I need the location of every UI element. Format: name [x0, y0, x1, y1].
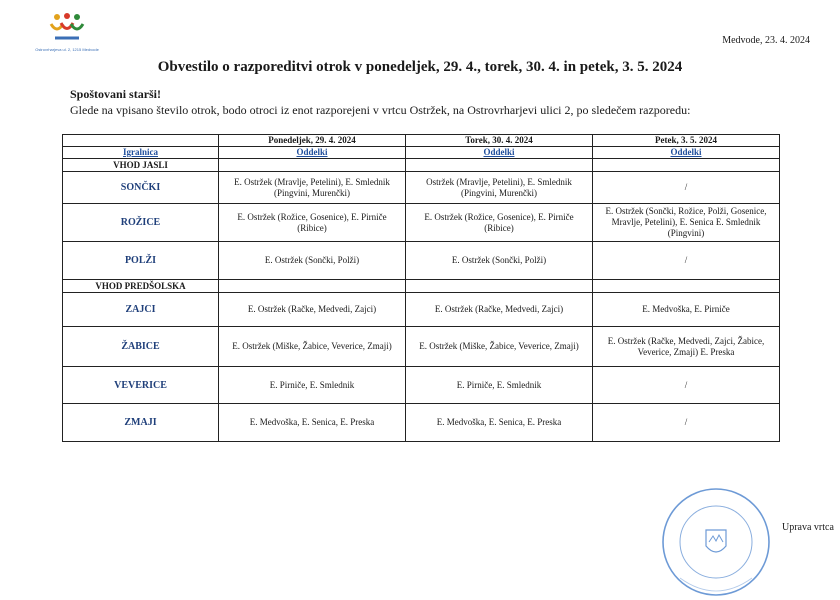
- table-row: [63, 293, 780, 327]
- table-row: [63, 327, 780, 367]
- cell-friday: /: [593, 404, 780, 442]
- group-name: ŽABICE: [63, 327, 219, 367]
- section-row-predsolska: [63, 280, 780, 293]
- header-monday: Ponedeljek, 29. 4. 2024: [219, 135, 406, 147]
- document-date: Medvode, 23. 4. 2024: [722, 35, 810, 46]
- cell-friday: E. Ostržek (Sončki, Rožice, Polži, Gosenice, Mravlje, Petelini), E. Senica E. Smlednik (Pingvini): [593, 204, 780, 242]
- cell-friday: E. Ostržek (Račke, Medvedi, Zajci, Žabice, Veverice, Zmaji) E. Preska: [593, 327, 780, 367]
- cell-monday: E. Ostržek (Miške, Žabice, Veverice, Zmaji): [219, 327, 406, 367]
- table-header-row: [63, 135, 780, 147]
- group-name: POLŽI: [63, 242, 219, 280]
- cell-friday: /: [593, 242, 780, 280]
- group-name: ZMAJI: [63, 404, 219, 442]
- cell-friday: E. Medvoška, E. Pirniče: [593, 293, 780, 327]
- cell-monday: E. Ostržek (Račke, Medvedi, Zajci): [219, 293, 406, 327]
- cell-tuesday: Ostržek (Mravlje, Petelini), E. Smlednik (Pingvini, Murenčki): [406, 172, 593, 204]
- group-name: SONČKI: [63, 172, 219, 204]
- section-row-jasli: [63, 159, 780, 172]
- header-tuesday: Torek, 30. 4. 2024: [406, 135, 593, 147]
- logo-text: Ostrovrharjeva ul. 2, 1215 Medvode: [35, 47, 99, 52]
- table-row: [63, 172, 780, 204]
- schedule-table: [62, 134, 780, 442]
- cell-tuesday: E. Ostržek (Rožice, Gosenice), E. Pirniče (Ribice): [406, 204, 593, 242]
- intro-text: Glede na vpisano število otrok, bodo otroci iz enot razporejeni v vrtcu Ostržek, na Ostrovrharjevi ulici 2, po sledečem razporedu:: [70, 103, 691, 117]
- greeting: Spoštovani starši!: [70, 87, 162, 101]
- official-stamp-icon: [660, 486, 772, 598]
- signature-label: Uprava vrtca: [782, 522, 834, 533]
- cell-tuesday: E. Medvoška, E. Senica, E. Preska: [406, 404, 593, 442]
- header-friday: Petek, 3. 5. 2024: [593, 135, 780, 147]
- cell-monday: E. Ostržek (Rožice, Gosenice), E. Pirniče (Ribice): [219, 204, 406, 242]
- table-subheader-row: [63, 147, 780, 159]
- subheader-tuesday: Oddelki: [406, 147, 593, 159]
- cell-monday: E. Ostržek (Sončki, Polži): [219, 242, 406, 280]
- logo-figures-icon: [47, 12, 87, 46]
- kindergarten-logo: [32, 12, 102, 58]
- section-title: VHOD JASLI: [63, 159, 219, 172]
- subheader-monday: Oddelki: [219, 147, 406, 159]
- group-name: VEVERICE: [63, 367, 219, 404]
- cell-tuesday: E. Pirniče, E. Smlednik: [406, 367, 593, 404]
- cell-monday: E. Pirniče, E. Smlednik: [219, 367, 406, 404]
- cell-friday: /: [593, 172, 780, 204]
- table-row: [63, 242, 780, 280]
- group-name: ROŽICE: [63, 204, 219, 242]
- page-title: Obvestilo o razporeditvi otrok v ponedeljek, 29. 4., torek, 30. 4. in petek, 3. 5. 2024: [157, 59, 683, 75]
- table-row: [63, 404, 780, 442]
- header-empty-cell: [63, 135, 219, 147]
- cell-tuesday: E. Ostržek (Sončki, Polži): [406, 242, 593, 280]
- cell-monday: E. Medvoška, E. Senica, E. Preska: [219, 404, 406, 442]
- cell-monday: E. Ostržek (Mravlje, Petelini), E. Smlednik (Pingvini, Murenčki): [219, 172, 406, 204]
- cell-friday: /: [593, 367, 780, 404]
- table-row: [63, 204, 780, 242]
- header-group-label: Igralnica: [63, 147, 219, 159]
- cell-tuesday: E. Ostržek (Miške, Žabice, Veverice, Zmaji): [406, 327, 593, 367]
- cell-tuesday: E. Ostržek (Račke, Medvedi, Zajci): [406, 293, 593, 327]
- section-title: VHOD PREDŠOLSKA: [63, 280, 219, 293]
- table-row: [63, 367, 780, 404]
- subheader-friday: Oddelki: [593, 147, 780, 159]
- group-name: ZAJCI: [63, 293, 219, 327]
